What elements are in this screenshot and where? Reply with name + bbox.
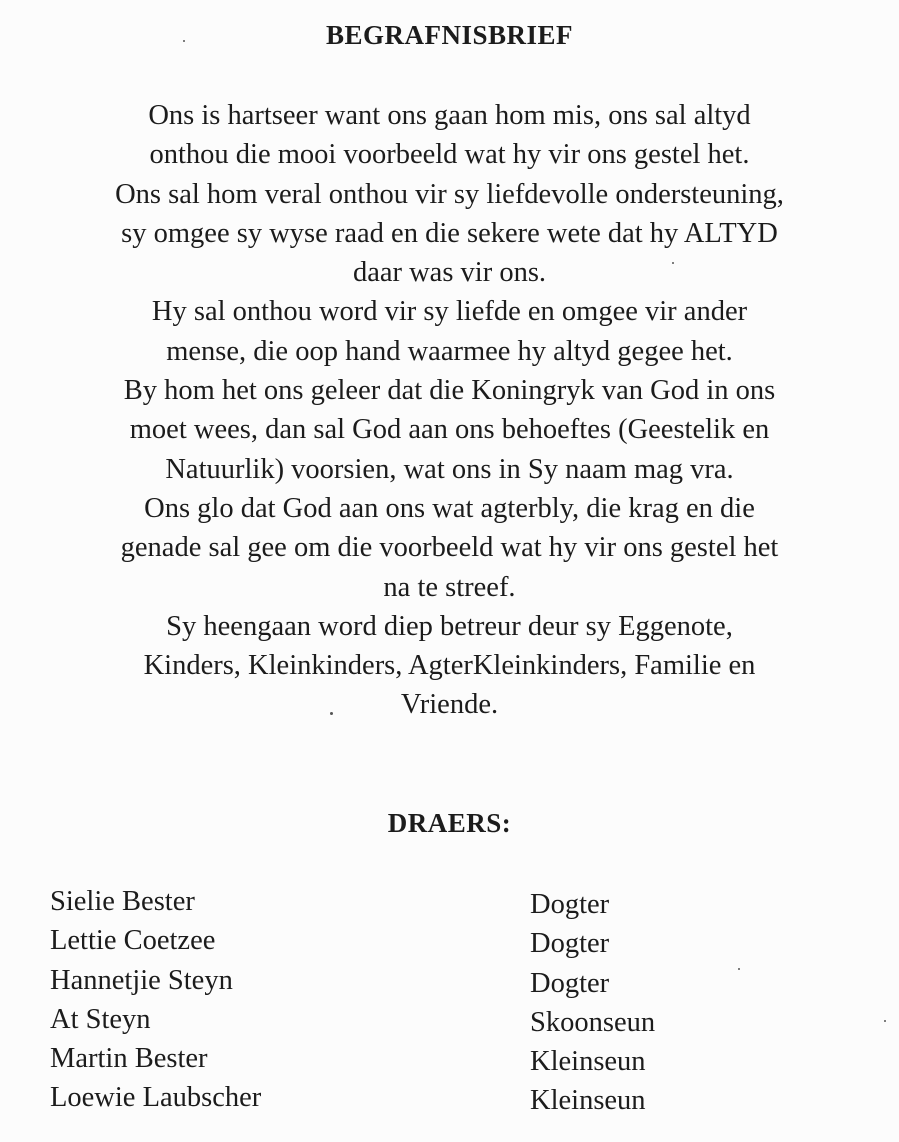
tribute-line: Ons is hartseer want ons gaan hom mis, ons sal altyd: [148, 100, 751, 131]
bearer-name: Sielie Bester: [50, 886, 195, 917]
tribute-line: Kinders, Kleinkinders, AgterKleinkinders, Familie en: [143, 650, 756, 682]
bearer-relation: Dogter: [530, 967, 610, 999]
scan-speck: [738, 968, 740, 970]
tribute-line: moet wees, dan sal God aan ons behoeftes (Geestelik en: [129, 414, 770, 446]
bearer-name: Martin Bester: [50, 1043, 208, 1075]
bearer-relation: Kleinseun: [530, 1085, 646, 1117]
tribute-line: daar was vir ons.: [352, 257, 547, 289]
bearer-row: [0, 921, 899, 960]
bearer-name: At Steyn: [50, 1003, 151, 1035]
bearer-row: [0, 1000, 899, 1039]
scan-speck: [884, 1020, 886, 1022]
bearer-relation: Kleinseun: [530, 1046, 646, 1078]
bearers-heading: DRAERS:: [387, 808, 512, 838]
scan-speck: [330, 712, 333, 715]
bearer-row: [0, 882, 899, 921]
bearer-name: Loewie Laubscher: [50, 1082, 262, 1114]
bearer-row: [0, 1078, 899, 1117]
tribute-line: Natuurlik) voorsien, wat ons in Sy naam mag vra.: [165, 453, 734, 485]
bearer-name: Hannetjie Steyn: [50, 964, 233, 996]
bearer-relation: Dogter: [530, 928, 610, 960]
bearer-name: Lettie Coetzee: [50, 925, 216, 957]
tribute-line: Ons glo dat God aan ons wat agterbly, die krag en die: [144, 492, 755, 524]
bearers-list: [0, 882, 899, 1118]
document-title: BEGRAFNISBRIEF: [325, 20, 574, 50]
bearer-row: [0, 1039, 899, 1078]
tribute-line: onthou die mooi voorbeeld wat hy vir ons gestel het.: [149, 139, 750, 171]
tribute-line: mense, die oop hand waarmee hy altyd gegee het.: [166, 335, 733, 367]
bearer-relation: Dogter: [530, 889, 610, 920]
tribute-line: Sy heengaan word diep betreur deur sy Eggenote,: [166, 610, 733, 642]
bearer-relation: Skoonseun: [530, 1006, 656, 1038]
scan-speck: [672, 262, 674, 264]
tribute-line: Ons sal hom veral onthou vir sy liefdevolle ondersteuning,: [115, 178, 784, 210]
tribute-line: na te streef.: [383, 571, 516, 603]
tribute-line: Hy sal onthou word vir sy liefde en omgee vir ander: [151, 296, 748, 328]
bearer-row: [0, 961, 899, 1000]
tribute-text: [0, 96, 899, 725]
tribute-line: sy omgee sy wyse raad en die sekere wete dat hy ALTYD: [121, 217, 778, 249]
tribute-line: By hom het ons geleer dat die Koningryk van God in ons: [123, 375, 776, 407]
tribute-line: Vriende.: [400, 689, 499, 721]
tribute-line: genade sal gee om die voorbeeld wat hy vir ons gestel het: [120, 532, 779, 564]
scan-speck: [183, 40, 185, 42]
